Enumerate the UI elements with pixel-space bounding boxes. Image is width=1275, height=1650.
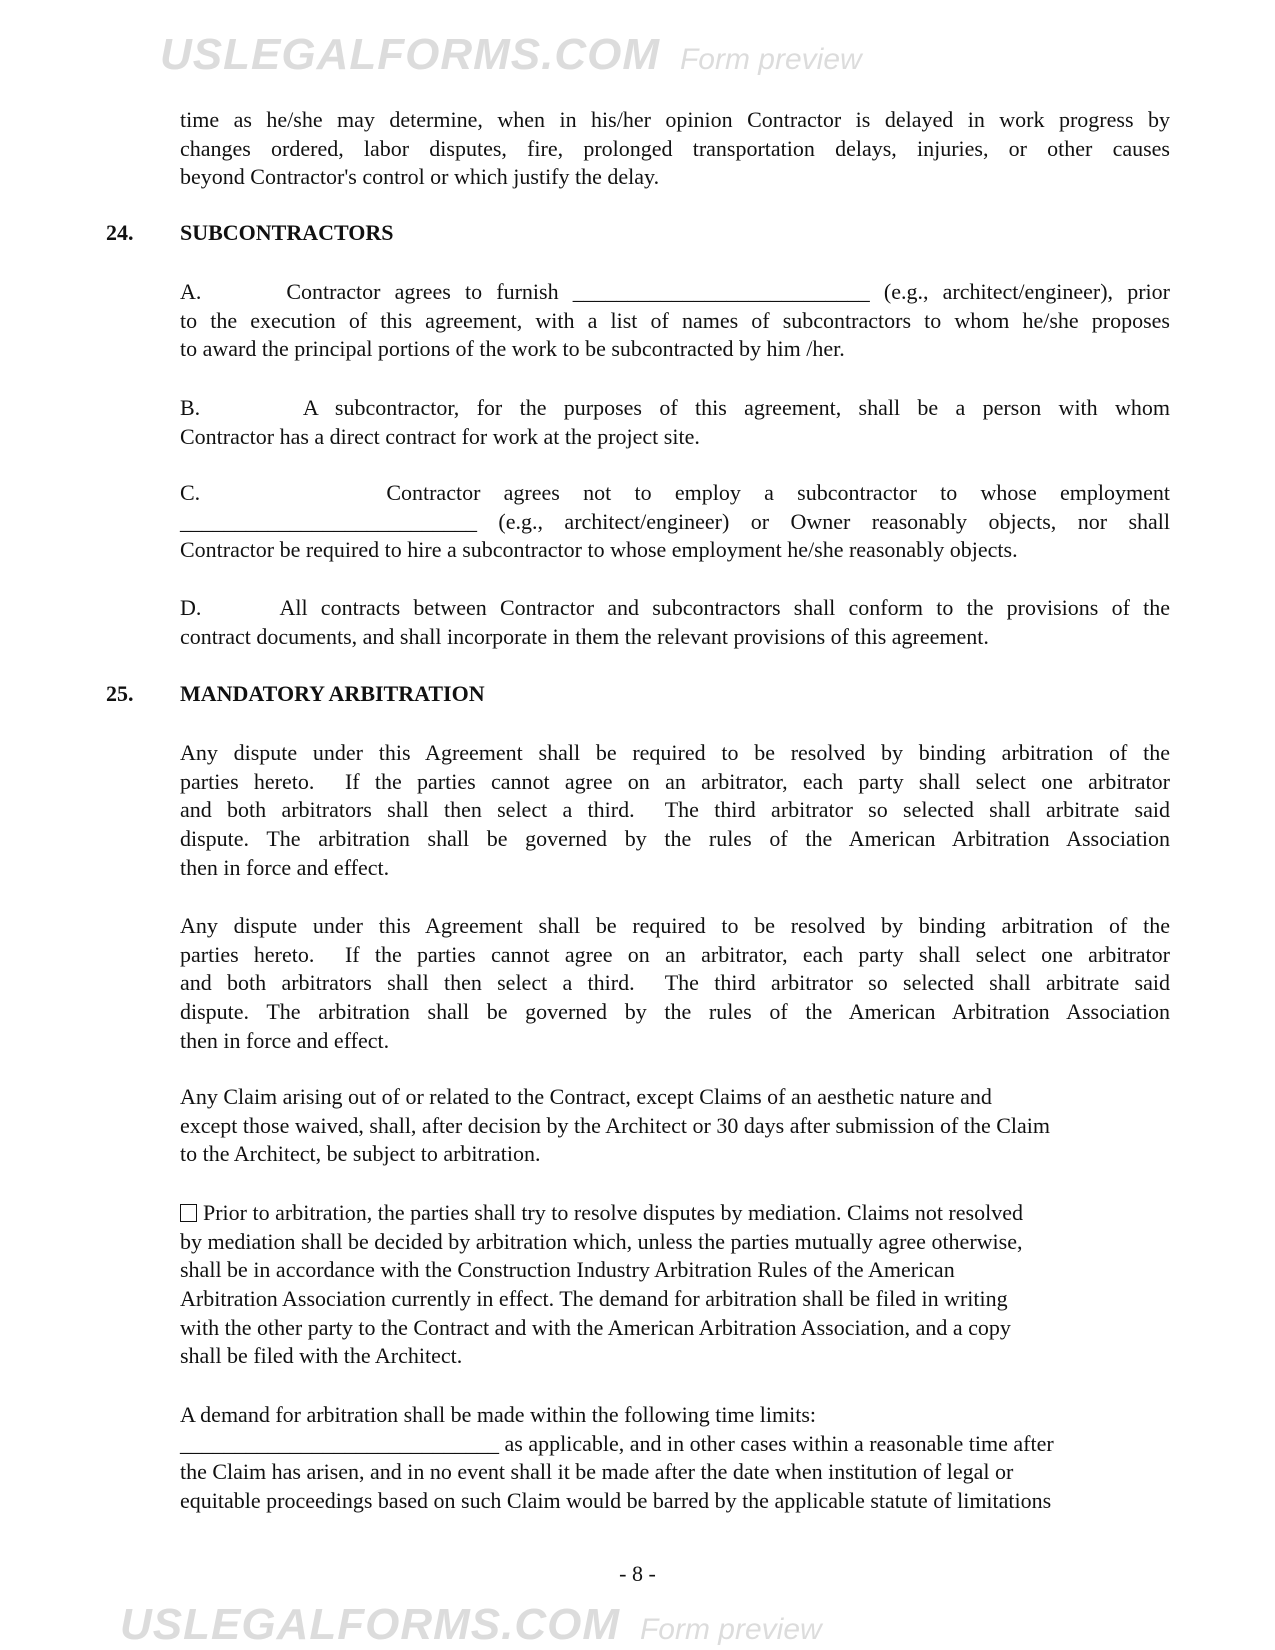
line-text: Any dispute under this Agreement shall be required to be resolved by binding arbitration of the <box>180 740 1170 765</box>
text-line <box>180 1083 1170 1112</box>
paragraph-23-continued <box>180 106 1170 192</box>
text-line <box>180 1401 1170 1430</box>
text-line <box>180 479 1170 508</box>
text-line <box>180 1487 1170 1516</box>
page-number: - 8 - <box>619 1561 656 1586</box>
line-text: and both arbitrators shall then select a third. The third arbitrator so selected shall arbitrate said <box>180 970 1170 996</box>
time-limits-paragraph <box>180 1401 1170 1516</box>
text-line <box>180 623 1170 652</box>
text-line <box>180 796 1170 825</box>
section-25-title: MANDATORY ARBITRATION <box>180 681 485 706</box>
line-text: to award the principal portions of the work to be subcontracted by him /her. <box>180 336 845 362</box>
watermark-sub: Form preview <box>639 1613 822 1646</box>
text-line <box>180 969 1170 998</box>
watermark <box>120 1600 822 1650</box>
text-line <box>180 394 1170 423</box>
text-line <box>180 1342 1170 1371</box>
text-line <box>180 307 1170 336</box>
text-line <box>180 594 1170 623</box>
watermark <box>160 30 862 80</box>
text-line <box>180 508 1170 537</box>
text-line <box>180 1228 1170 1257</box>
line-text: equitable proceedings based on such Claim would be barred by the applicable statute of limitations <box>180 1488 1052 1514</box>
text-line <box>180 1458 1170 1487</box>
text-line <box>180 1140 1170 1169</box>
line-text: shall be filed with the Architect. <box>180 1343 463 1369</box>
line-text: Any dispute under this Agreement shall be required to be resolved by binding arbitration of the <box>180 913 1170 938</box>
watermark-brand: USLEGALFORMS.COM <box>160 30 660 79</box>
text-line <box>180 941 1170 970</box>
text-line <box>180 335 1170 364</box>
line-text: then in force and effect. <box>180 1027 390 1053</box>
line-text: contract documents, and shall incorporate in them the relevant provisions of this agreement. <box>180 623 989 649</box>
section-24-number: 24. <box>106 220 134 245</box>
line-text: D. All contracts between Contractor and subcontractors shall conform to the provisions of the <box>180 595 1170 620</box>
text-line <box>180 1027 1170 1056</box>
mediation-paragraph <box>180 1199 1170 1371</box>
text-line <box>180 768 1170 797</box>
text-line <box>180 1199 1170 1228</box>
arbitration-paragraph-2 <box>180 912 1170 1055</box>
text-line <box>180 1430 1170 1459</box>
line-text: parties hereto. If the parties cannot agree on an arbitrator, each party shall select one arbitrator <box>180 768 1170 794</box>
clause-24-b <box>180 394 1170 451</box>
line-text: C. Contractor agrees not to employ a subcontractor to whose employment <box>180 480 1170 505</box>
line-text: dispute. The arbitration shall be governed by the rules of the American Arbitration Association <box>180 826 1170 852</box>
text-line <box>180 1285 1170 1314</box>
line-text: dispute. The arbitration shall be governed by the rules of the American Arbitration Association <box>180 999 1170 1025</box>
line-text: with the other party to the Contract and with the American Arbitration Association, and a copy <box>180 1314 1011 1340</box>
text-line <box>180 423 1170 452</box>
line-text: B. A subcontractor, for the purposes of this agreement, shall be a person with whom <box>180 395 1170 420</box>
text-line <box>180 854 1170 883</box>
text-line <box>180 998 1170 1027</box>
clause-24-d <box>180 594 1170 651</box>
line-text: time as he/she may determine, when in his/her opinion Contractor is delayed in work progress by <box>180 107 1170 132</box>
line-text: A. Contractor agrees to furnish ___________________________ (e.g., architect/engineer), prior <box>180 279 1170 304</box>
text-line <box>180 278 1170 307</box>
watermark-brand: USLEGALFORMS.COM <box>120 1600 620 1649</box>
arbitration-paragraph-1 <box>180 739 1170 882</box>
line-text: _____________________________ as applicable, and in other cases within a reasonable time after <box>180 1430 1054 1456</box>
line-text: changes ordered, labor disputes, fire, prolonged transportation delays, injuries, or other causes <box>180 135 1170 161</box>
line-text: parties hereto. If the parties cannot agree on an arbitrator, each party shall select one arbitrator <box>180 941 1170 967</box>
line-text: then in force and effect. <box>180 854 390 880</box>
line-text: A demand for arbitration shall be made within the following time limits: <box>180 1402 817 1427</box>
text-line <box>180 106 1170 135</box>
line-text: Arbitration Association currently in effect. The demand for arbitration shall be filed in writing <box>180 1286 1008 1312</box>
text-line <box>180 739 1170 768</box>
text-line <box>180 536 1170 565</box>
mediation-checkbox[interactable] <box>180 1204 197 1222</box>
line-text: Prior to arbitration, the parties shall try to resolve disputes by mediation. Claims not resolved <box>203 1200 1023 1225</box>
line-text: beyond Contractor's control or which justify the delay. <box>180 164 660 190</box>
line-text: the Claim has arisen, and in no event shall it be made after the date when institution of legal or <box>180 1459 1014 1485</box>
text-line <box>180 163 1170 192</box>
clause-24-c <box>180 479 1170 565</box>
section-24-title: SUBCONTRACTORS <box>180 220 394 245</box>
text-line <box>180 135 1170 164</box>
claims-paragraph <box>180 1083 1170 1169</box>
clause-24-a <box>180 278 1170 364</box>
line-text: to the Architect, be subject to arbitration. <box>180 1141 541 1167</box>
line-text: Any Claim arising out of or related to the Contract, except Claims of an aesthetic nature and <box>180 1084 992 1109</box>
text-line <box>180 912 1170 941</box>
line-text: by mediation shall be decided by arbitration which, unless the parties mutually agree otherwise, <box>180 1228 1023 1254</box>
line-text: except those waived, shall, after decision by the Architect or 30 days after submission of the Claim <box>180 1112 1050 1138</box>
text-line <box>180 1256 1170 1285</box>
text-line <box>180 825 1170 854</box>
line-text: to the execution of this agreement, with a list of names of subcontractors to whom he/she proposes <box>180 307 1170 333</box>
text-line <box>180 1314 1170 1343</box>
line-text: shall be in accordance with the Construction Industry Arbitration Rules of the American <box>180 1257 955 1283</box>
line-text: Contractor has a direct contract for work at the project site. <box>180 423 700 449</box>
line-text: Contractor be required to hire a subcontractor to whose employment he/she reasonably objects. <box>180 537 1018 563</box>
line-text: ___________________________ (e.g., architect/engineer) or Owner reasonably objects, nor shall <box>180 508 1170 534</box>
section-25-number: 25. <box>106 681 134 706</box>
watermark-sub: Form preview <box>679 43 862 76</box>
text-line <box>180 1112 1170 1141</box>
line-text: and both arbitrators shall then select a third. The third arbitrator so selected shall arbitrate said <box>180 797 1170 823</box>
